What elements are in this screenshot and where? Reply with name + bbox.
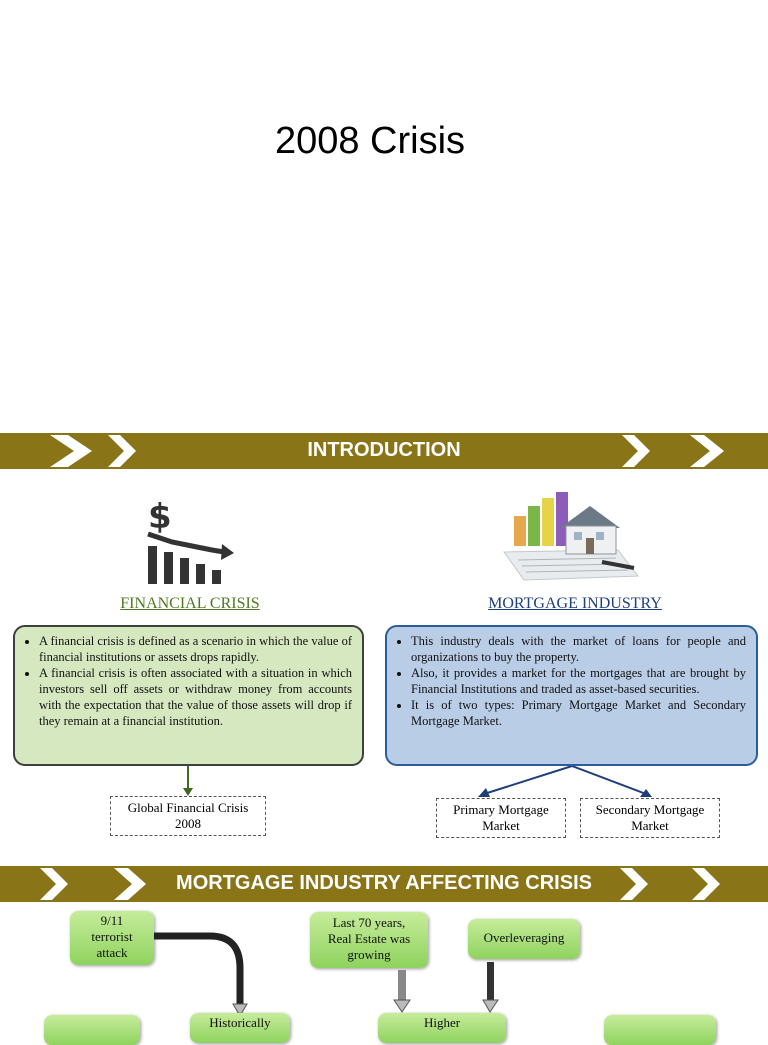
global-financial-crisis-box xyxy=(110,796,266,836)
dollar-chart-down-icon xyxy=(142,494,236,586)
global-financial-crisis-line1: Global Financial Crisis xyxy=(127,800,249,815)
terrorist-attack-line2: terrorist xyxy=(91,929,133,944)
terrorist-attack-line3: attack xyxy=(96,945,128,960)
financial-crisis-bullet: • A financial crisis is defined as a scenario in which the value of financial institutions or assets drops rapidly. xyxy=(39,633,352,665)
mortgage-industry-bullet: • This industry deals with the market of loans for people and organizations to buy the property. xyxy=(411,633,746,665)
curved-arrow-icon xyxy=(154,936,240,1006)
cause-arrows xyxy=(0,928,768,1024)
secondary-mortgage-market-line1: Secondary Mortgage xyxy=(595,802,705,817)
real-estate-line3: growing xyxy=(347,947,391,962)
historically-box xyxy=(190,1013,290,1043)
mortgage-industry-card xyxy=(385,625,758,766)
down-arrow-icon xyxy=(487,962,494,1000)
mortgage-industry-bullet: • Also, it provides a market for the mortgages that are brought by Financial Institutions and traded as asset-based securities. xyxy=(411,665,746,697)
financial-crisis-heading: FINANCIAL CRISIS xyxy=(120,595,260,612)
arrow-right-down-icon xyxy=(572,766,646,794)
arrow-head-icon xyxy=(394,1000,410,1012)
higher-box xyxy=(378,1013,506,1043)
real-estate-line1: Last 70 years, xyxy=(332,915,406,930)
arrow-head-icon xyxy=(483,1000,498,1012)
down-arrow-icon xyxy=(398,970,406,1000)
svg-text:$: $ xyxy=(148,497,172,537)
financial-crisis-card xyxy=(13,625,364,766)
real-estate-line2: Real Estate was xyxy=(327,931,411,946)
overleveraging-box: Overleveraging xyxy=(468,919,580,959)
historically-text: Historically xyxy=(209,1015,271,1030)
mortgage-industry-bullet: • It is of two types: Primary Mortgage Market and Secondary Mortgage Market. xyxy=(411,697,746,729)
secondary-mortgage-market-line2: Market xyxy=(631,818,669,833)
secondary-mortgage-market-box xyxy=(580,798,720,838)
arrow-left-down-icon xyxy=(484,766,572,794)
arrow-head-icon xyxy=(183,788,193,796)
lower-left-box xyxy=(44,1015,140,1045)
higher-text: Higher xyxy=(423,1015,461,1030)
lower-right-box xyxy=(604,1015,716,1045)
primary-mortgage-market-line2: Market xyxy=(482,818,520,833)
slide-title: 2008 Crisis xyxy=(274,120,466,162)
primary-mortgage-market-line1: Primary Mortgage xyxy=(453,802,549,817)
terrorist-attack-line1: 9/11 xyxy=(100,913,124,928)
house-chart-icon xyxy=(498,490,644,582)
global-financial-crisis-line2: 2008 xyxy=(175,816,201,831)
mortgage-affecting-banner-title: MORTGAGE INDUSTRY AFFECTING CRISIS xyxy=(176,872,592,894)
primary-mortgage-market-box xyxy=(436,798,566,838)
intro-banner-title: INTRODUCTION xyxy=(307,439,461,461)
mortgage-industry-heading: MORTGAGE INDUSTRY xyxy=(488,595,662,612)
financial-crisis-bullet: • A financial crisis is often associated with a situation in which investors sell off assets or withdraw money from accounts with the expectation that the value of those assets will drop if they remain at a financial institution. xyxy=(39,665,352,729)
